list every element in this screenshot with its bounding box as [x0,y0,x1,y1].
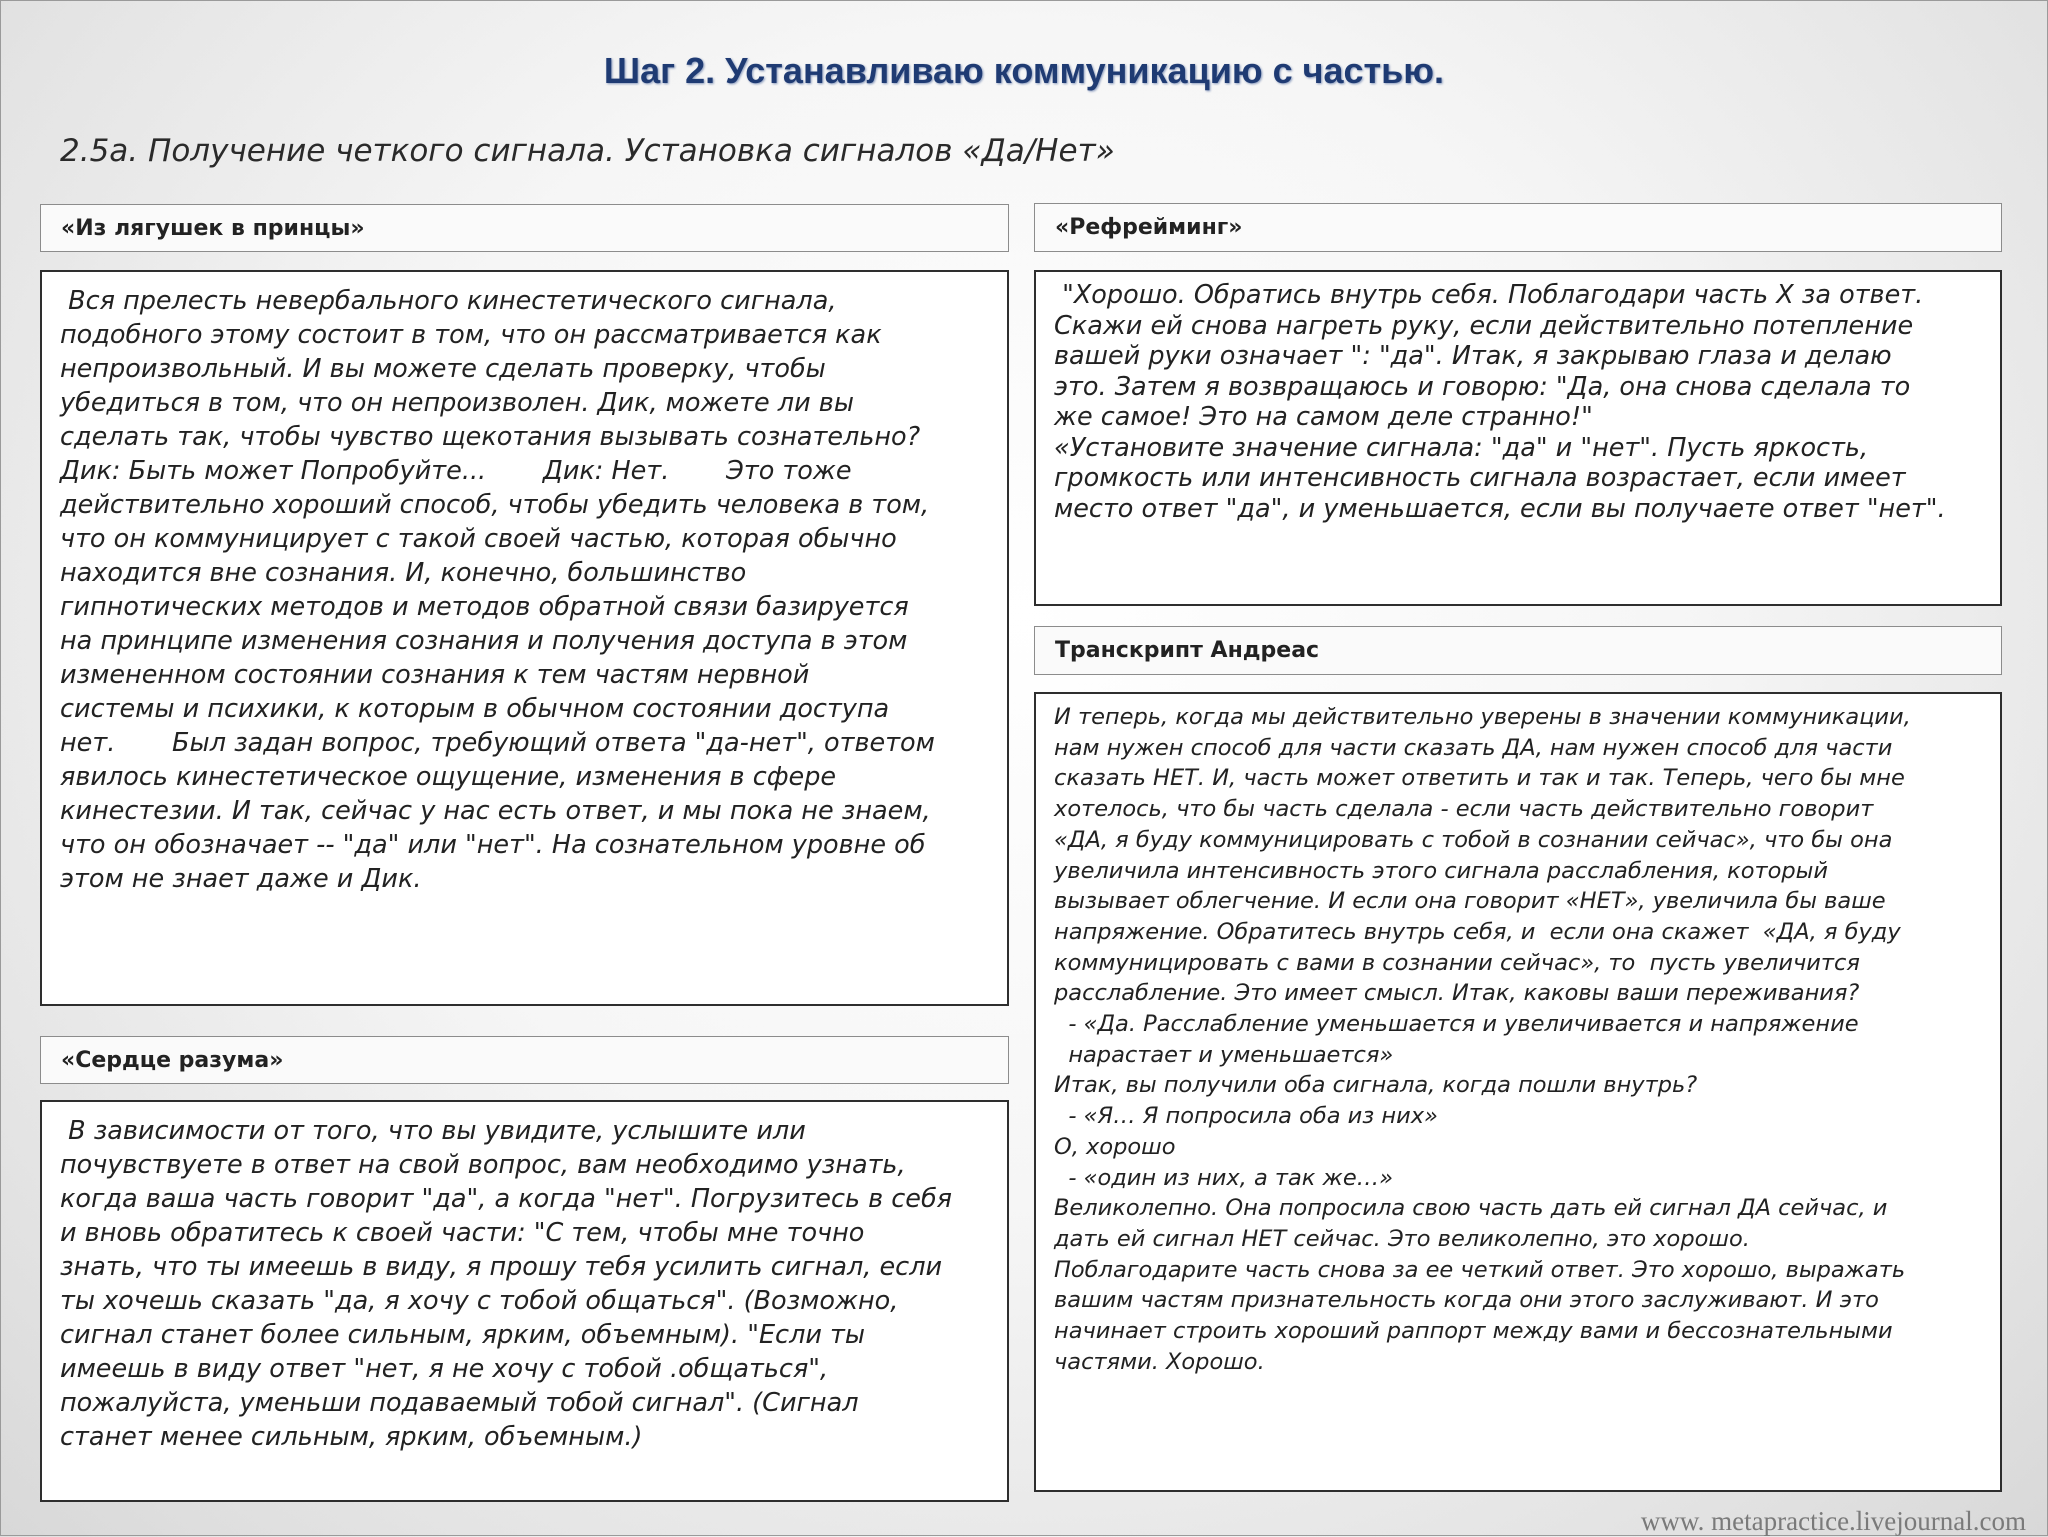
heart-text: В зависимости от того, что вы увидите, услышите или почувствуете в ответ на свой вопрос, вам необходимо узнать, когда ваша часть говорит "да", а когда "нет". Погрузитесь в себя и вновь обратитесь к своей части: "С тем, чтобы мне точно знать, что ты имеешь в виду, я прошу тебя усилить сигнал, если ты хочешь сказать "да, я хочу с тобой общаться". (Возможно, сигнал станет более сильным, ярким, объемным). "Если ты имеешь в виду ответ "нет, я не хочу с тобой .общаться", пожалуйста, уменьши подаваемый тобой сигнал". (Сигнал станет менее сильным, ярким, объемным.) [40,1100,1009,1502]
page-subtitle: 2.5а. Получение четкого сигнала. Установка сигналов «Да/Нет» [60,133,1115,169]
reframing-header: «Рефрейминг» [1034,203,2002,252]
frogs-header: «Из лягушек в принцы» [40,204,1009,252]
page-title: Шаг 2. Устанавливаю коммуникацию с частью. [603,50,1445,91]
transcript-text: И теперь, когда мы действительно уверены в значении коммуникации, нам нужен способ для части сказать ДА, нам нужен способ для части сказать НЕТ. И, часть может ответить и так и так. Теперь, чего бы мне хотелось, что бы часть сделала - если часть действительно говорит «ДА, я буду коммуницировать с тобой в сознании сейчас», что бы она увеличила интенсивность этого сигнала расслабления, который вызывает облегчение. И если она говорит «НЕТ», увеличила бы ваше напряжение. Обратитесь внутрь себя, и если она скажет «ДА, я буду коммуницировать с вами в сознании сейчас», то пусть увеличится расслабление. Это имеет смысл. Итак, каковы ваши переживания? - «Да. Расслабление уменьшается и увеличивается и напряжение нарастает и уменьшается» Итак, вы получили оба сигнала, когда пошли внутрь? - «Я… Я попросила оба из них» О, хорошо - «один из них, а так же…» Великолепно. Она попросила свою часть дать ей сигнал ДА сейчас, и дать ей сигнал НЕТ сейчас. Это великолепно, это хорошо. Поблагодарите часть снова за ее четкий ответ. Это хорошо, выражать вашим частям признательность когда они этого заслуживают. И это начинает строить хороший раппорт между вами и бессознательными частями. Хорошо. [1034,692,2002,1492]
footer-url: www. metapractice.livejournal.com [1640,1506,2026,1536]
frogs-text: Вся прелесть невербального кинестетического сигнала, подобного этому состоит в том, что он рассматривается как непроизвольный. И вы можете сделать проверку, чтобы убедиться в том, что он непроизволен. Дик, можете ли вы сделать так, чтобы чувство щекотания вызывать сознательно? Дик: Быть может Попробуйте... Дик: Нет. Это тоже действительно хороший способ, чтобы убедить человека в том, что он коммуницирует с такой своей частью, которая обычно находится вне сознания. И, конечно, большинство гипнотических методов и методов обратной связи базируется на принципе изменения сознания и получения доступа в этом измененном состоянии сознания к тем частям нервной системы и психики, к которым в обычном состоянии доступа нет. Был задан вопрос, требующий ответа "да-нет", ответом явилось кинестетическое ощущение, изменения в сфере кинестезии. И так, сейчас у нас есть ответ, и мы пока не знаем, что он обозначает -- "да" или "нет". На сознательном уровне об этом не знает даже и Дик. [40,270,1009,1006]
transcript-header: Транскрипт Андреас [1034,626,2002,675]
reframing-text: "Хорошо. Обратись внутрь себя. Поблагодари часть X за ответ. Скажи ей снова нагреть руку, если действительно потепление вашей руки означает ": "да". Итак, я закрываю глаза и делаю это. Затем я возвращаюсь и говорю: "Да, она снова сделала то же самое! Это на самом деле странно!" «Установите значение сигнала: "да" и "нет". Пусть яркость, громкость или интенсивность сигнала возрастает, если имеет место ответ "да", и уменьшается, если вы получаете ответ "нет". [1034,270,2002,606]
heart-header: «Сердце разума» [40,1036,1009,1084]
